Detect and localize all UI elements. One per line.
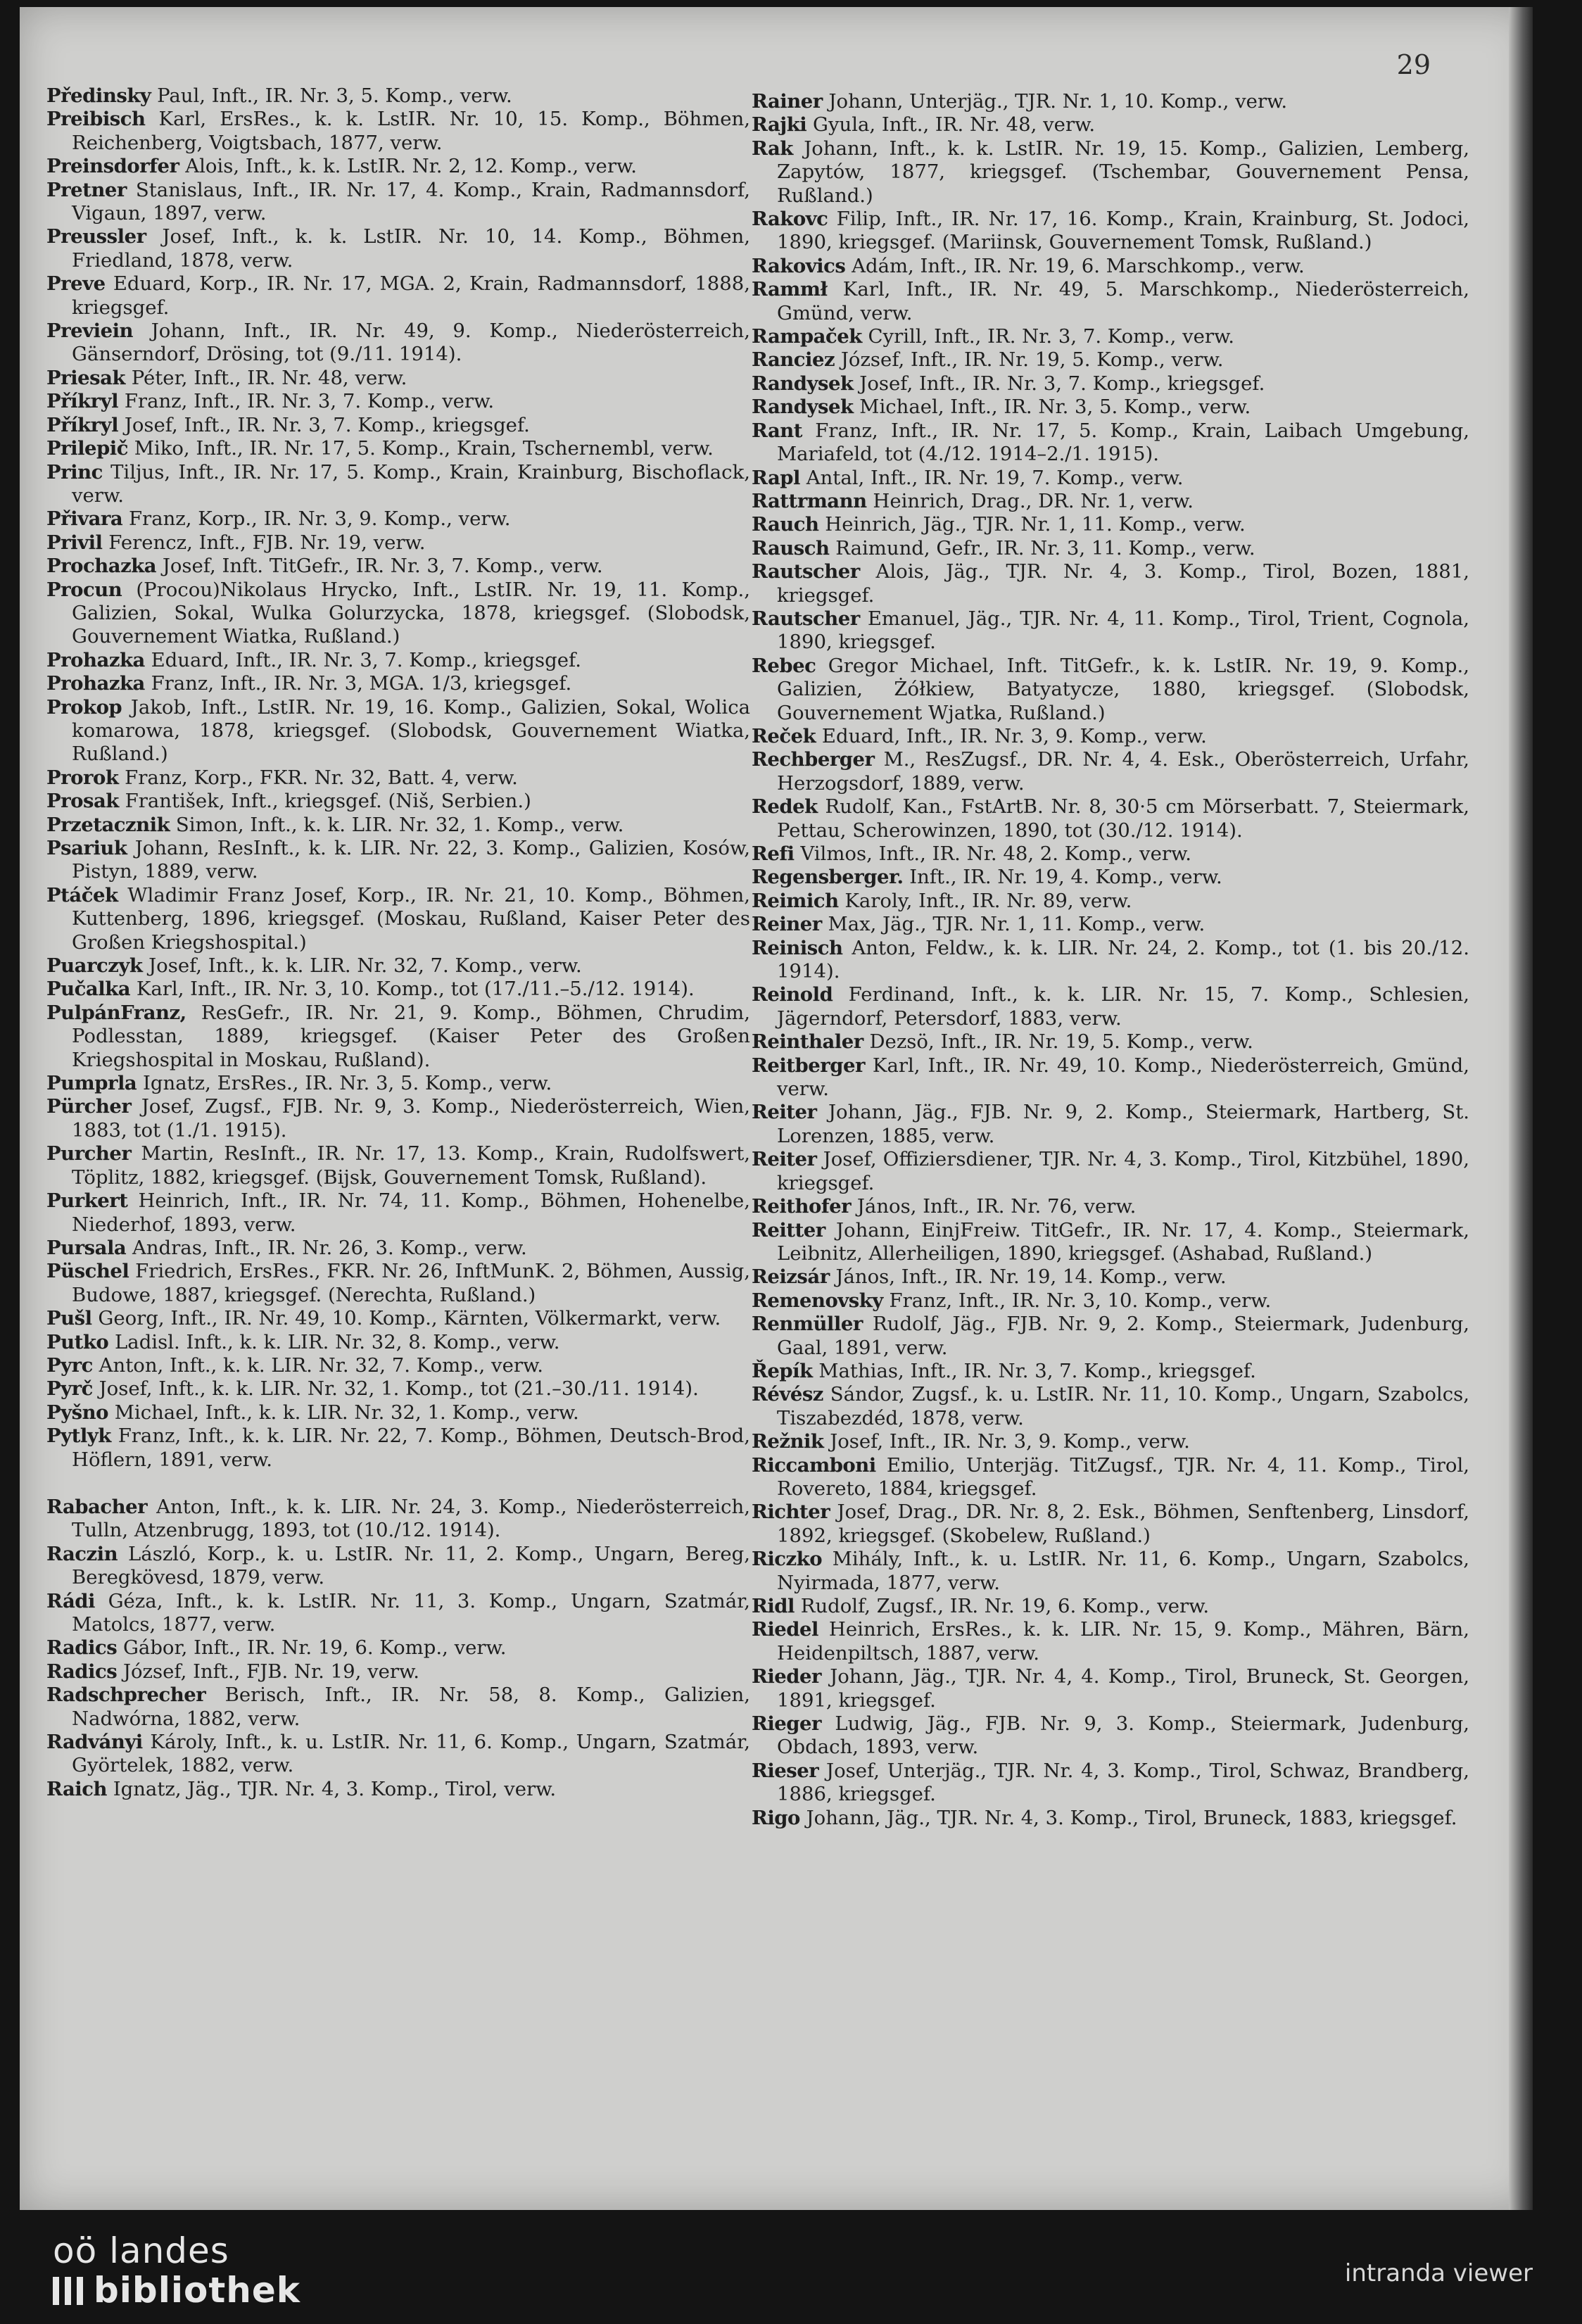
entry-details: Ladisl. Inft., k. k. LIR. Nr. 32, 8. Komp., verw. bbox=[115, 1330, 560, 1353]
entry-details: Franz, Korp., FKR. Nr. 32, Batt. 4, verw. bbox=[125, 766, 518, 789]
entry-surname: Preibisch bbox=[46, 108, 146, 131]
entry-details: Josef, Unterjäg., TJR. Nr. 4, 3. Komp., Tirol, Schwaz, Brandberg, 1886, kriegsgef. bbox=[777, 1759, 1469, 1806]
entry-details: Johann, EinjFreiw. TitGefr., IR. Nr. 17, 4. Komp., Steiermark, Leibnitz, Allerheiligen, 1890, kriegsgef. (Ashabad, Rußland.) bbox=[777, 1218, 1470, 1265]
entry-surname: Radványi bbox=[46, 1731, 143, 1754]
register-entry bbox=[752, 1618, 1469, 1665]
register-entry bbox=[752, 489, 1469, 513]
entry-surname: Révész bbox=[752, 1383, 823, 1406]
entry-details: Franz, Inft., IR. Nr. 3, 7. Komp., verw. bbox=[124, 390, 495, 413]
entry-details: František, Inft., kriegsgef. (Niš, Serbien.) bbox=[125, 790, 531, 813]
register-entry bbox=[46, 813, 750, 837]
entry-details: Eduard, Inft., IR. Nr. 3, 9. Komp., verw. bbox=[821, 724, 1207, 747]
entry-surname: Rieder bbox=[752, 1665, 822, 1688]
register-entry bbox=[752, 654, 1469, 725]
register-entry bbox=[752, 560, 1469, 607]
entry-surname: Prilepič bbox=[46, 437, 128, 460]
entry-details: Michael, Inft., k. k. LIR. Nr. 32, 1. Komp., verw. bbox=[114, 1401, 579, 1424]
entry-details: Franz, Inft., IR. Nr. 17, 5. Komp., Krain, Laibach Umgebung, Mariafeld, tot (4./12. 1914–2./1. 1915). bbox=[777, 419, 1469, 466]
entry-details: Vilmos, Inft., IR. Nr. 48, 2. Komp., verw. bbox=[800, 842, 1192, 865]
entry-surname: Rakovics bbox=[752, 254, 846, 277]
register-entry bbox=[46, 1353, 750, 1377]
entry-surname: Przetacznik bbox=[46, 813, 170, 836]
register-entry bbox=[752, 1030, 1469, 1054]
entry-surname: Rieger bbox=[752, 1712, 822, 1736]
register-entry bbox=[46, 1330, 750, 1354]
entry-details: Max, Jäg., TJR. Nr. 1, 11. Komp., verw. bbox=[828, 913, 1206, 936]
register-entry bbox=[752, 1430, 1469, 1453]
entry-surname: Rautscher bbox=[752, 560, 860, 583]
register-entry bbox=[752, 113, 1469, 137]
entry-details: Alois, Jäg., TJR. Nr. 4, 3. Komp., Tirol, Bozen, 1881, kriegsgef. bbox=[777, 560, 1469, 607]
entry-surname: Pursala bbox=[46, 1236, 127, 1259]
register-entry bbox=[46, 790, 750, 813]
register-entry bbox=[752, 208, 1469, 255]
register-entry bbox=[752, 419, 1469, 467]
register-entry bbox=[46, 178, 750, 226]
entry-details: Ludwig, Jäg., FJB. Nr. 9, 3. Komp., Steiermark, Judenburg, Obdach, 1893, verw. bbox=[777, 1712, 1469, 1759]
entry-details: Karl, Inft., IR. Nr. 49, 5. Marschkomp., Niederösterreich, Gmünd, verw. bbox=[777, 278, 1469, 324]
entry-details: Karoly, Inft., IR. Nr. 89, verw. bbox=[844, 889, 1132, 912]
register-entry bbox=[752, 889, 1469, 913]
register-entry bbox=[752, 1595, 1469, 1618]
entry-details: Karl, ErsRes., k. k. LstIR. Nr. 10, 15. Komp., Böhmen, Reichenberg, Voigtsbach, 1877, verw. bbox=[72, 108, 751, 154]
library-logo[interactable] bbox=[53, 2231, 300, 2310]
entry-surname: Řepík bbox=[752, 1359, 813, 1382]
register-entry bbox=[46, 1777, 750, 1801]
register-entry bbox=[46, 84, 750, 108]
register-entry bbox=[46, 1589, 750, 1637]
register-entry bbox=[752, 372, 1469, 396]
entry-details: Josef, Inft., k. k. LIR. Nr. 32, 7. Komp., verw. bbox=[148, 954, 582, 978]
entry-surname: Rainer bbox=[752, 90, 823, 113]
register-entry bbox=[46, 155, 750, 178]
register-entry bbox=[46, 883, 750, 954]
entry-surname: Reitberger bbox=[752, 1054, 865, 1077]
entry-details: Tiljus, Inft., IR. Nr. 17, 5. Komp., Krain, Krainburg, Bischoflack, verw. bbox=[72, 460, 750, 507]
entry-details: Adám, Inft., IR. Nr. 19, 6. Marschkomp., verw. bbox=[852, 254, 1305, 277]
entry-details: Johann, Jäg., TJR. Nr. 4, 3. Komp., Tirol, Bruneck, 1883, kriegsgef. bbox=[806, 1806, 1457, 1829]
entry-surname: Rebec bbox=[752, 654, 816, 677]
entry-details: Stanislaus, Inft., IR. Nr. 17, 4. Komp., Krain, Radmannsdorf, Vigaun, 1897, verw. bbox=[72, 178, 750, 225]
entry-details: Franz, Korp., IR. Nr. 3, 9. Komp., verw. bbox=[128, 507, 511, 531]
entry-surname: Reitter bbox=[752, 1218, 825, 1242]
entry-surname: Riccamboni bbox=[752, 1453, 876, 1477]
entry-surname: Puarczyk bbox=[46, 954, 143, 978]
entry-surname: Princ bbox=[46, 460, 103, 484]
entry-details: Josef, Inft. TitGefr., IR. Nr. 3, 7. Komp., verw. bbox=[162, 555, 603, 578]
entry-details: Filip, Inft., IR. Nr. 17, 16. Komp., Krain, Krainburg, St. Jodoci, 1890, kriegsgef. (Mariinsk, Gouvernement Tomsk, Rußland.) bbox=[777, 208, 1469, 254]
entry-surname: Reizsár bbox=[752, 1265, 830, 1289]
register-entry bbox=[752, 137, 1469, 208]
entry-surname: Prosak bbox=[46, 790, 119, 813]
entry-details: Emilio, Unterjäg. TitZugsf., TJR. Nr. 4, 11. Komp., Tirol, Rovereto, 1884, kriegsgef. bbox=[777, 1453, 1469, 1500]
entry-details: Josef, Inft., IR. Nr. 3, 7. Komp., kriegsgef. bbox=[859, 372, 1265, 395]
entry-surname: Pušl bbox=[46, 1307, 92, 1330]
logo-line-2-text: bibliothek bbox=[94, 2270, 301, 2311]
entry-surname: Rautscher bbox=[752, 607, 860, 630]
entry-details: Rudolf, Zugsf., IR. Nr. 19, 6. Komp., verw. bbox=[800, 1595, 1210, 1617]
entry-surname: Ridl bbox=[752, 1595, 795, 1617]
entry-details: Géza, Inft., k. k. LstIR. Nr. 11, 3. Komp., Ungarn, Szatmár, Matolcs, 1877, verw. bbox=[72, 1589, 750, 1636]
register-entry bbox=[46, 1095, 750, 1142]
entry-surname: Pürcher bbox=[46, 1095, 132, 1118]
entry-details: Ignatz, ErsRes., IR. Nr. 3, 5. Komp., verw. bbox=[143, 1072, 552, 1095]
entry-details: Jakob, Inft., LstIR. Nr. 19, 16. Komp., Galizien, Sokal, Wolica komarowa, 1878, kriegsgef. (Slobodsk, Gouvernement Wiatka, Rußland.) bbox=[72, 695, 750, 766]
entry-details: Johann, Inft., k. k. LstIR. Nr. 19, 15. Komp., Galizien, Lemberg, Zapytów, 1877, kriegsgef. (Tschembar, Gouvernement Pensa, Rußland.) bbox=[777, 137, 1469, 207]
entry-surname: Richter bbox=[752, 1501, 830, 1524]
entry-details: Josef, Inft., k. k. LstIR. Nr. 10, 14. Komp., Böhmen, Friedland, 1878, verw. bbox=[72, 225, 750, 272]
entry-surname: Pyrc bbox=[46, 1353, 93, 1377]
entry-details: Karl, Inft., IR. Nr. 3, 10. Komp., tot (17./11.–5./12. 1914). bbox=[136, 978, 695, 1001]
entry-surname: Procun bbox=[46, 578, 122, 601]
register-entry bbox=[752, 724, 1469, 748]
register-entry bbox=[752, 1313, 1469, 1360]
entry-details: Eduard, Korp., IR. Nr. 17, MGA. 2, Krain, Radmannsdorf, 1888, kriegsgef. bbox=[72, 272, 750, 319]
entry-surname: Rigo bbox=[752, 1806, 800, 1829]
register-entry bbox=[46, 978, 750, 1001]
entry-details: Heinrich, Inft., IR. Nr. 74, 11. Komp., Böhmen, Hohenelbe, Niederhof, 1893, verw. bbox=[72, 1189, 750, 1236]
register-entry bbox=[752, 1218, 1470, 1266]
register-entry bbox=[752, 1289, 1469, 1313]
register-entry bbox=[752, 1359, 1469, 1383]
entry-surname: Redek bbox=[752, 795, 818, 819]
entry-details: Gyula, Inft., IR. Nr. 48, verw. bbox=[813, 113, 1096, 137]
entry-details: Johann, Unterjäg., TJR. Nr. 1, 10. Komp., verw. bbox=[828, 90, 1288, 113]
register-entry bbox=[752, 913, 1469, 936]
register-entry bbox=[752, 983, 1469, 1030]
entry-details: Franz, Inft., k. k. LIR. Nr. 22, 7. Komp., Böhmen, Deutsch-Brod, Höflern, 1891, verw. bbox=[72, 1425, 750, 1471]
register-entry bbox=[752, 1101, 1469, 1148]
register-entry bbox=[752, 1759, 1469, 1807]
entry-surname: Pučalka bbox=[46, 978, 131, 1001]
register-entry bbox=[46, 1001, 750, 1072]
register-entry bbox=[752, 1265, 1469, 1289]
register-entry bbox=[752, 842, 1469, 866]
logo-line-2 bbox=[53, 2271, 300, 2310]
entry-details: Gábor, Inft., IR. Nr. 19, 6. Komp., verw. bbox=[122, 1636, 507, 1660]
entry-details: Josef, Offiziersdiener, TJR. Nr. 4, 3. Komp., Tirol, Kitzbühel, 1890, kriegsgef. bbox=[777, 1148, 1469, 1194]
register-entry bbox=[752, 866, 1469, 889]
entry-surname: Rabacher bbox=[46, 1495, 148, 1518]
register-entry bbox=[752, 254, 1469, 278]
register-entry bbox=[46, 1636, 750, 1660]
register-entry bbox=[752, 536, 1469, 560]
entry-surname: Reiner bbox=[752, 913, 822, 936]
entry-surname: Rieser bbox=[752, 1759, 819, 1782]
register-entry bbox=[46, 1142, 750, 1189]
register-entry bbox=[46, 507, 750, 531]
register-entry bbox=[46, 672, 750, 695]
entry-details: Wladimir Franz Josef, Korp., IR. Nr. 21, 10. Komp., Böhmen, Kuttenberg, 1896, kriegsgef. (Moskau, Rußland, Kaiser Peter des Großen Kriegshospital.) bbox=[72, 883, 750, 954]
entry-details: Anton, Feldw., k. k. LIR. Nr. 24, 2. Komp., tot (1. bis 20./12. 1914). bbox=[777, 936, 1470, 983]
entry-surname: Reiter bbox=[752, 1148, 817, 1171]
register-entry bbox=[752, 607, 1469, 655]
register-entry bbox=[46, 366, 750, 390]
register-entry bbox=[752, 1665, 1470, 1712]
register-entry bbox=[752, 1383, 1469, 1430]
entry-details: János, Inft., IR. Nr. 76, verw. bbox=[856, 1195, 1137, 1218]
register-entry bbox=[46, 108, 751, 155]
register-entry bbox=[46, 766, 750, 790]
register-entry bbox=[46, 578, 750, 649]
entry-surname: Renmüller bbox=[752, 1313, 863, 1336]
entry-surname: Rant bbox=[752, 419, 803, 442]
entry-surname: Pyšno bbox=[46, 1401, 108, 1424]
entry-surname: Rammł bbox=[752, 278, 828, 301]
entry-surname: Předinsky bbox=[46, 84, 151, 107]
entry-details: László, Korp., k. u. LstIR. Nr. 11, 2. Komp., Ungarn, Bereg, Beregkövesd, 1879, verw. bbox=[72, 1542, 750, 1589]
entry-details: Josef, Inft., IR. Nr. 3, 7. Komp., kriegsgef. bbox=[124, 413, 530, 436]
entry-surname: Prohazka bbox=[46, 672, 145, 695]
register-entry bbox=[752, 1548, 1469, 1595]
entry-surname: Raich bbox=[46, 1777, 107, 1800]
entry-surname: Rechberger bbox=[752, 748, 875, 771]
entry-details: Raimund, Gefr., IR. Nr. 3, 11. Komp., verw. bbox=[835, 536, 1255, 560]
entry-details: Andras, Inft., IR. Nr. 26, 3. Komp., verw. bbox=[132, 1236, 527, 1259]
logo-bars-icon bbox=[53, 2277, 88, 2305]
entry-surname: Riczko bbox=[752, 1548, 823, 1571]
entry-details: ResGefr., IR. Nr. 21, 9. Komp., Böhmen, Chrudim, Podlesstan, 1889, kriegsgef. (Kaiser Peter des Großen Kriegshospital in Moskau, Rußland). bbox=[72, 1001, 750, 1071]
register-entry bbox=[46, 1401, 750, 1425]
entry-details: Michael, Inft., IR. Nr. 3, 5. Komp., verw. bbox=[859, 396, 1251, 419]
entry-details: Alois, Inft., k. k. LstIR. Nr. 2, 12. Komp., verw. bbox=[185, 155, 637, 178]
entry-surname: Rattrmann bbox=[752, 489, 867, 512]
entry-surname: Rauch bbox=[752, 513, 819, 536]
entry-details: János, Inft., IR. Nr. 19, 14. Komp., verw. bbox=[835, 1265, 1227, 1289]
entry-surname: Rausch bbox=[752, 536, 830, 560]
entry-details: (Procou)Nikolaus Hrycko, Inft., LstIR. Nr. 19, 11. Komp., Galizien, Sokal, Wulka Golurzycka, 1878, kriegsgef. (Slobodsk, Gouvernement Wiatka, Rußland.) bbox=[72, 578, 750, 648]
register-entry bbox=[46, 225, 750, 272]
entry-surname: Purkert bbox=[46, 1189, 128, 1213]
entry-details: Inft., IR. Nr. 19, 4. Komp., verw. bbox=[909, 866, 1222, 889]
register-entry bbox=[752, 1148, 1469, 1195]
register-entry bbox=[752, 1501, 1469, 1548]
entry-details: Martin, ResInft., IR. Nr. 17, 13. Komp., Krain, Rudolfswert, Töplitz, 1882, kriegsgef. (Bijsk, Gouvernement Tomsk, Rußland). bbox=[72, 1142, 750, 1189]
entry-details: Dezsö, Inft., IR. Nr. 19, 5. Komp., verw. bbox=[869, 1030, 1253, 1054]
entry-details: Emanuel, Jäg., TJR. Nr. 4, 11. Komp., Tirol, Trient, Cognola, 1890, kriegsgef. bbox=[777, 607, 1469, 654]
entry-surname: Previein bbox=[46, 320, 134, 343]
logo-line-1: oö landes bbox=[53, 2230, 229, 2271]
entry-surname: Prohazka bbox=[46, 648, 145, 671]
entry-details: Georg, Inft., IR. Nr. 49, 10. Komp., Kärnten, Völkermarkt, verw. bbox=[98, 1307, 721, 1330]
register-entry bbox=[752, 936, 1470, 984]
entry-details: Rudolf, Kan., FstArtB. Nr. 8, 30·5 cm Mörserbatt. 7, Steiermark, Pettau, Scherowinzen, 1890, tot (30./12. 1914). bbox=[777, 795, 1469, 842]
register-entry bbox=[752, 278, 1469, 325]
register-entry bbox=[46, 320, 750, 367]
entry-surname: Rak bbox=[752, 137, 793, 160]
entry-surname: Regensberger. bbox=[752, 866, 904, 889]
entry-surname: Ranciez bbox=[752, 348, 835, 372]
entry-surname: Raczin bbox=[46, 1542, 118, 1565]
entry-details: Josef, Inft., IR. Nr. 3, 9. Komp., verw. bbox=[830, 1430, 1190, 1453]
register-entry bbox=[752, 466, 1469, 490]
entry-surname: Pumprla bbox=[46, 1072, 137, 1095]
entry-details: Karl, Inft., IR. Nr. 49, 10. Komp., Niederösterreich, Gmünd, verw. bbox=[777, 1054, 1469, 1101]
entry-surname: Radschprecher bbox=[46, 1684, 206, 1707]
entry-surname: Prokop bbox=[46, 695, 122, 719]
entry-surname: Ptáček bbox=[46, 883, 118, 907]
entry-details: Gregor Michael, Inft. TitGefr., k. k. LstIR. Nr. 19, 9. Komp., Galizien, Żółkiew, Batyatycze, 1880, kriegsgef. (Slobodsk, Gouvernement Wjatka, Rußland.) bbox=[777, 654, 1469, 724]
entry-details: Mathias, Inft., IR. Nr. 3, 7. Komp., kriegsgef. bbox=[818, 1359, 1256, 1382]
entry-surname: Purcher bbox=[46, 1142, 132, 1166]
entry-details: Ferdinand, Inft., k. k. LIR. Nr. 15, 7. Komp., Schlesien, Jägerndorf, Petersdorf, 1883, verw. bbox=[777, 983, 1469, 1030]
entry-details: Josef, Drag., DR. Nr. 8, 2. Esk., Böhmen, Senftenberg, Linsdorf, 1892, kriegsgef. (Skobelew, Rußland.) bbox=[777, 1501, 1469, 1547]
entry-surname: Prorok bbox=[46, 766, 119, 789]
entry-details: Eduard, Inft., IR. Nr. 3, 7. Komp., kriegsgef. bbox=[151, 648, 581, 671]
entry-surname: Reimich bbox=[752, 889, 839, 912]
entry-details: Josef, Inft., k. k. LIR. Nr. 32, 1. Komp., tot (21.–30./11. 1914). bbox=[99, 1377, 699, 1401]
register-entry bbox=[752, 1054, 1469, 1101]
register-entry bbox=[46, 1425, 750, 1472]
entry-details: Péter, Inft., IR. Nr. 48, verw. bbox=[131, 366, 407, 389]
page-number: 29 bbox=[1396, 49, 1431, 80]
register-entry bbox=[46, 954, 750, 978]
register-entry bbox=[46, 1377, 750, 1401]
entry-surname: Radics bbox=[46, 1636, 118, 1660]
entry-details: Friedrich, ErsRes., FKR. Nr. 26, InftMunK. 2, Böhmen, Aussig, Budowe, 1887, kriegsgef. (Nerechta, Rußland.) bbox=[72, 1260, 750, 1306]
right-column bbox=[752, 90, 1469, 1830]
register-entry bbox=[46, 460, 750, 508]
entry-details: Heinrich, Drag., DR. Nr. 1, verw. bbox=[873, 489, 1194, 512]
entry-details: Simon, Inft., k. k. LIR. Nr. 32, 1. Komp., verw. bbox=[175, 813, 624, 836]
entry-details: Josef, Zugsf., FJB. Nr. 9, 3. Komp., Niederösterreich, Wien, 1883, tot (1./1. 1915). bbox=[72, 1095, 750, 1142]
entry-surname: Pretner bbox=[46, 178, 127, 201]
entry-surname: Pytlyk bbox=[46, 1425, 111, 1448]
register-entry bbox=[46, 437, 750, 460]
left-column bbox=[46, 84, 750, 1801]
entry-details: Franz, Inft., IR. Nr. 3, 10. Komp., verw. bbox=[889, 1289, 1272, 1312]
register-entry bbox=[46, 555, 750, 578]
entry-details: Cyrill, Inft., IR. Nr. 3, 7. Komp., verw. bbox=[868, 325, 1235, 348]
entry-details: Heinrich, Jäg., TJR. Nr. 1, 11. Komp., verw. bbox=[825, 513, 1246, 536]
register-entry bbox=[752, 748, 1469, 795]
entry-surname: Rampaček bbox=[752, 325, 862, 348]
entry-details: Berisch, Inft., IR. Nr. 58, 8. Komp., Galizien, Nadwórna, 1882, verw. bbox=[72, 1684, 750, 1730]
entry-surname: Pyrč bbox=[46, 1377, 93, 1401]
entry-details: Miko, Inft., IR. Nr. 17, 5. Komp., Krain, Tschernembl, verw. bbox=[134, 437, 714, 460]
entry-surname: Püschel bbox=[46, 1260, 129, 1283]
register-entry bbox=[46, 272, 750, 320]
entry-surname: Preve bbox=[46, 272, 106, 296]
entry-details: Heinrich, ErsRes., k. k. LIR. Nr. 15, 9. Komp., Mähren, Bärn, Heidenpiltsch, 1887, verw. bbox=[777, 1618, 1469, 1665]
register-entry bbox=[46, 648, 750, 672]
entry-surname: Riedel bbox=[752, 1618, 818, 1641]
entry-details: Antal, Inft., IR. Nr. 19, 7. Komp., verw. bbox=[806, 466, 1184, 489]
entry-details: József, Inft., IR. Nr. 19, 5. Komp., verw. bbox=[840, 348, 1224, 372]
entry-surname: Preinsdorfer bbox=[46, 155, 179, 178]
entry-surname: Příkryl bbox=[46, 413, 119, 436]
register-entry bbox=[752, 396, 1469, 419]
entry-details: Anton, Inft., k. k. LIR. Nr. 24, 3. Komp., Niederösterreich, Tulln, Atzenbrugg, 1893, tot (10./12. 1914). bbox=[72, 1495, 751, 1542]
entry-surname: Rapl bbox=[752, 466, 800, 489]
entry-surname: Randysek bbox=[752, 372, 854, 395]
entry-surname: Rádi bbox=[46, 1589, 95, 1612]
entry-details: Sándor, Zugsf., k. u. LstIR. Nr. 11, 10. Komp., Ungarn, Szabolcs, Tiszabezdéd, 1878, verw. bbox=[777, 1383, 1469, 1429]
register-entry bbox=[46, 1189, 750, 1237]
register-entry bbox=[46, 413, 750, 437]
viewer-label: intranda viewer bbox=[1344, 2259, 1533, 2287]
register-entry bbox=[46, 1307, 750, 1330]
entry-surname: Rakovc bbox=[752, 208, 828, 231]
entry-surname: Režnik bbox=[752, 1430, 824, 1453]
entry-surname: Reinthaler bbox=[752, 1030, 863, 1054]
register-entry bbox=[752, 90, 1469, 113]
register-entry bbox=[752, 325, 1469, 348]
register-entry bbox=[46, 1072, 750, 1095]
entry-details: Ferencz, Inft., FJB. Nr. 19, verw. bbox=[108, 531, 426, 554]
register-entry bbox=[46, 1660, 750, 1684]
entry-details: Johann, Jäg., TJR. Nr. 4, 4. Komp., Tirol, Bruneck, St. Georgen, 1891, kriegsgef. bbox=[777, 1665, 1470, 1712]
register-entry bbox=[46, 695, 750, 766]
entry-surname: Reithofer bbox=[752, 1195, 852, 1218]
entry-surname: PulpánFranz, bbox=[46, 1001, 186, 1024]
entry-surname: Příkryl bbox=[46, 390, 119, 413]
register-entry bbox=[46, 531, 750, 555]
entry-surname: Privil bbox=[46, 531, 103, 554]
register-entry bbox=[752, 1712, 1469, 1760]
register-entry bbox=[752, 513, 1469, 536]
entry-details: Ignatz, Jäg., TJR. Nr. 4, 3. Komp., Tirol, verw. bbox=[113, 1777, 557, 1800]
entry-surname: Priesak bbox=[46, 366, 125, 389]
register-entry bbox=[46, 1236, 750, 1260]
entry-details: Anton, Inft., k. k. LIR. Nr. 32, 7. Komp., verw. bbox=[99, 1353, 544, 1377]
entry-surname: Preussler bbox=[46, 225, 146, 248]
entry-surname: Prochazka bbox=[46, 555, 157, 578]
register-entry bbox=[752, 1806, 1469, 1830]
register-entry bbox=[752, 795, 1469, 842]
entry-details: Johann, ResInft., k. k. LIR. Nr. 22, 3. Komp., Galizien, Kosów, Pistyn, 1889, verw. bbox=[72, 837, 750, 883]
register-entry bbox=[46, 837, 750, 884]
entry-surname: Reinold bbox=[752, 983, 833, 1006]
entry-details: Johann, Inft., IR. Nr. 49, 9. Komp., Niederösterreich, Gänserndorf, Drösing, tot (9./11. 1914). bbox=[72, 320, 750, 366]
entry-details: József, Inft., FJB. Nr. 19, verw. bbox=[122, 1660, 420, 1683]
entry-details: Mihály, Inft., k. u. LstIR. Nr. 11, 6. Komp., Ungarn, Szabolcs, Nyirmada, 1877, verw. bbox=[777, 1548, 1469, 1594]
entry-details: Franz, Inft., IR. Nr. 3, MGA. 1/3, kriegsgef. bbox=[151, 672, 572, 695]
entry-surname: Remenovsky bbox=[752, 1289, 883, 1312]
register-entry bbox=[752, 348, 1469, 372]
register-entry bbox=[46, 1260, 750, 1307]
register-entry bbox=[46, 1731, 750, 1778]
entry-surname: Reiter bbox=[752, 1101, 817, 1124]
entry-details: M., ResZugsf., DR. Nr. 4, 4. Esk., Oberösterreich, Urfahr, Herzogsdorf, 1889, verw. bbox=[777, 748, 1469, 795]
entry-details: Paul, Inft., IR. Nr. 3, 5. Komp., verw. bbox=[157, 84, 512, 107]
entry-details: Károly, Inft., k. u. LstIR. Nr. 11, 6. Komp., Ungarn, Szatmár, Györtelek, 1882, verw. bbox=[72, 1731, 750, 1777]
entry-surname: Randysek bbox=[752, 396, 854, 419]
register-entry bbox=[752, 1195, 1469, 1218]
register-entry bbox=[46, 1684, 750, 1731]
entry-details: Johann, Jäg., FJB. Nr. 9, 2. Komp., Steiermark, Hartberg, St. Lorenzen, 1885, verw. bbox=[777, 1101, 1469, 1147]
entry-surname: Reček bbox=[752, 724, 816, 747]
entry-details: Rudolf, Jäg., FJB. Nr. 9, 2. Komp., Steiermark, Judenburg, Gaal, 1891, verw. bbox=[777, 1313, 1469, 1359]
register-entry bbox=[752, 1453, 1469, 1501]
entry-surname: Přivara bbox=[46, 507, 123, 531]
entry-surname: Reinisch bbox=[752, 936, 843, 959]
entry-surname: Refi bbox=[752, 842, 795, 865]
register-entry bbox=[46, 1495, 751, 1543]
entry-surname: Psariuk bbox=[46, 837, 127, 859]
register-entry bbox=[46, 390, 750, 413]
register-entry bbox=[46, 1542, 750, 1590]
entry-surname: Radics bbox=[46, 1660, 118, 1683]
entry-surname: Putko bbox=[46, 1330, 109, 1353]
scanned-page bbox=[20, 7, 1533, 2210]
entry-surname: Rajki bbox=[752, 113, 807, 137]
